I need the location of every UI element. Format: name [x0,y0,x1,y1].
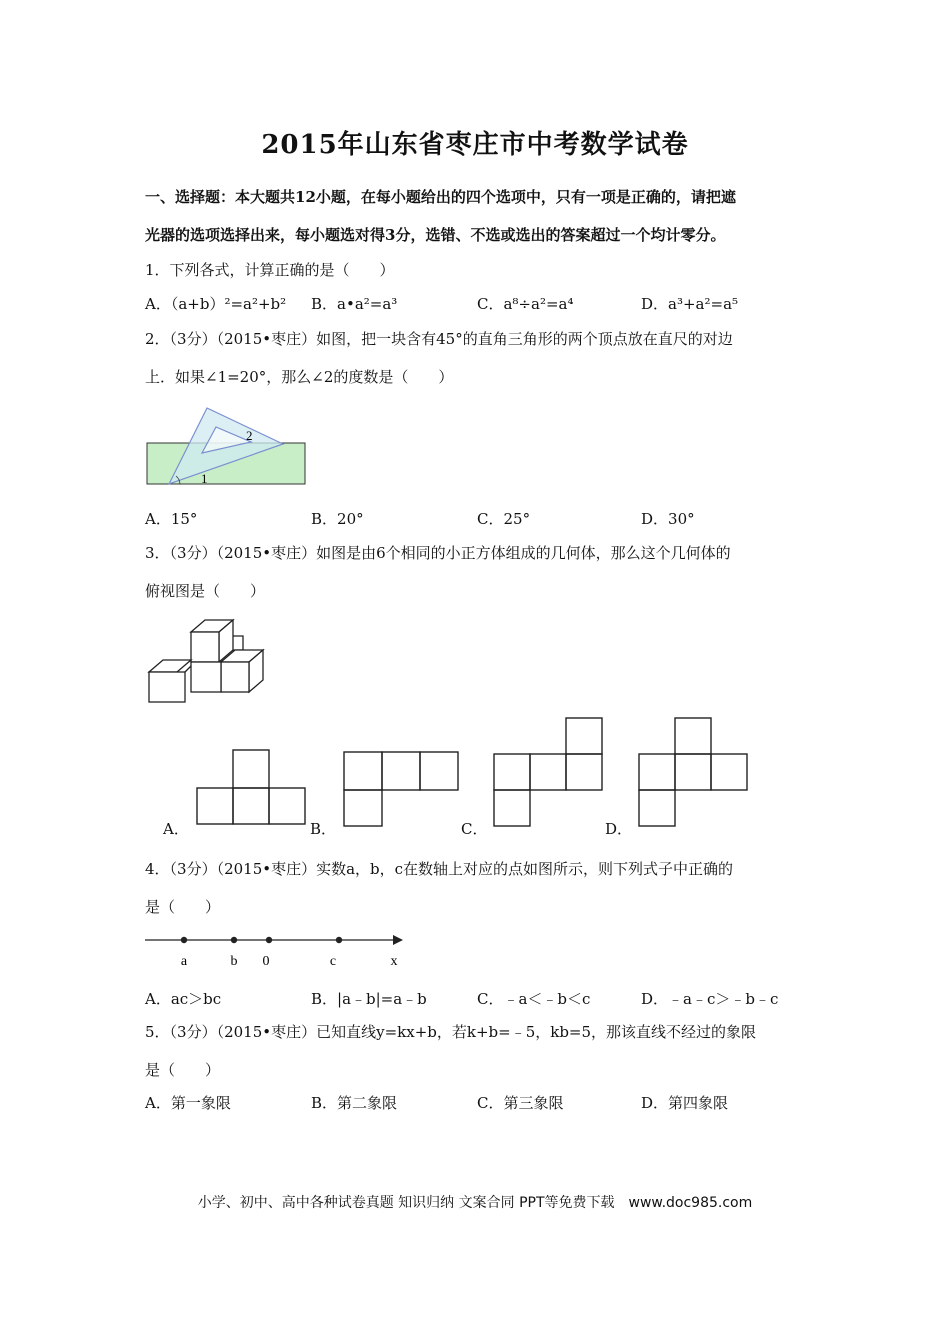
q1-stem: 1．下列各式，计算正确的是（ ） [145,261,395,279]
q4-option-b: B．|a﹣b|=a﹣b [311,990,427,1008]
q3-option-c-label: C． [461,820,488,838]
q3-option-b-figure [342,750,460,828]
q1-option-a: A．（a+b）²=a²+b² [145,295,287,313]
q3-option-d-figure [637,716,749,828]
q2-option-b: B．20° [311,510,364,528]
page-footer: 小学、初中、高中各种试卷真题 知识归纳 文案合同 PPT等免费下载 www.doc985.com [197,1195,753,1211]
q2-stem-line2: 上．如果∠1=20°，那么∠2的度数是（ ） [145,368,454,386]
section-heading-line1: 一、选择题：本大题共12小题，在每小题给出的四个选项中，只有一项是正确的，请把遮 [145,188,736,206]
q5-option-d: D．第四象限 [641,1094,729,1112]
q2-stem-line1: 2．（3分）（2015•枣庄）如图，把一块含有45°的直角三角形的两个顶点放在直尺的对边 [145,330,733,348]
number-line [145,928,410,970]
point-c [336,937,342,943]
q5-option-a: A．第一象限 [145,1094,231,1112]
section-heading-line2: 光器的选项选择出来，每小题选对得3分，选错、不选或选出的答案超过一个均计零分。 [145,226,726,244]
q3-stem-line1: 3．（3分）（2015•枣庄）如图是由6个相同的小正方体组成的几何体，那么这个几何体的 [145,544,731,562]
page-title: 2015年山东省枣庄市中考数学试卷 [261,130,689,160]
q4-option-d: D．﹣a﹣c＞﹣b﹣c [641,990,779,1008]
q4-stem-line2: 是（ ） [145,898,221,916]
q5-option-c: C．第三象限 [477,1094,564,1112]
q3-option-d-label: D． [605,820,633,838]
q1-option-b: B．a•a²=a³ [311,295,398,313]
ruler-triangle-figure [140,400,320,492]
q4-option-a: A．ac＞bc [145,990,222,1008]
label-b: b [230,954,238,969]
q4-option-c: C．﹣a＜﹣b＜c [477,990,591,1008]
point-a [181,937,187,943]
q5-stem-line1: 5．（3分）（2015•枣庄）已知直线y=kx+b，若k+b=﹣5，kb=5，那该直线不经过的象限 [145,1023,757,1041]
q2-option-c: C．25° [477,510,531,528]
label-x: x [390,954,398,969]
q1-option-c: C．a⁸÷a²=a⁴ [477,295,574,313]
label-a: a [180,954,188,969]
q3-option-c-figure [492,716,604,828]
q3-option-b-label: B． [310,820,337,838]
q5-option-b: B．第二象限 [311,1094,398,1112]
q1-option-d: D．a³+a²=a⁵ [641,295,739,313]
point-zero [266,937,272,943]
q3-option-a-label: A． [163,820,189,838]
q4-stem-line1: 4．（3分）（2015•枣庄）实数a，b，c在数轴上对应的点如图所示，则下列式子中正确的 [145,860,734,878]
label-c: c [329,954,337,969]
q3-option-a-figure [195,748,307,826]
angle-2-label: 2 [246,428,253,443]
label-zero: 0 [262,954,270,969]
point-b [231,937,237,943]
q2-option-a: A．15° [145,510,198,528]
q2-option-d: D．30° [641,510,695,528]
number-line-arrow [393,935,403,945]
angle-1-label: 1 [201,471,208,486]
q3-stem-line2: 俯视图是（ ） [145,582,266,600]
q5-stem-line2: 是（ ） [145,1061,221,1079]
cubes-3d-figure [145,612,270,704]
